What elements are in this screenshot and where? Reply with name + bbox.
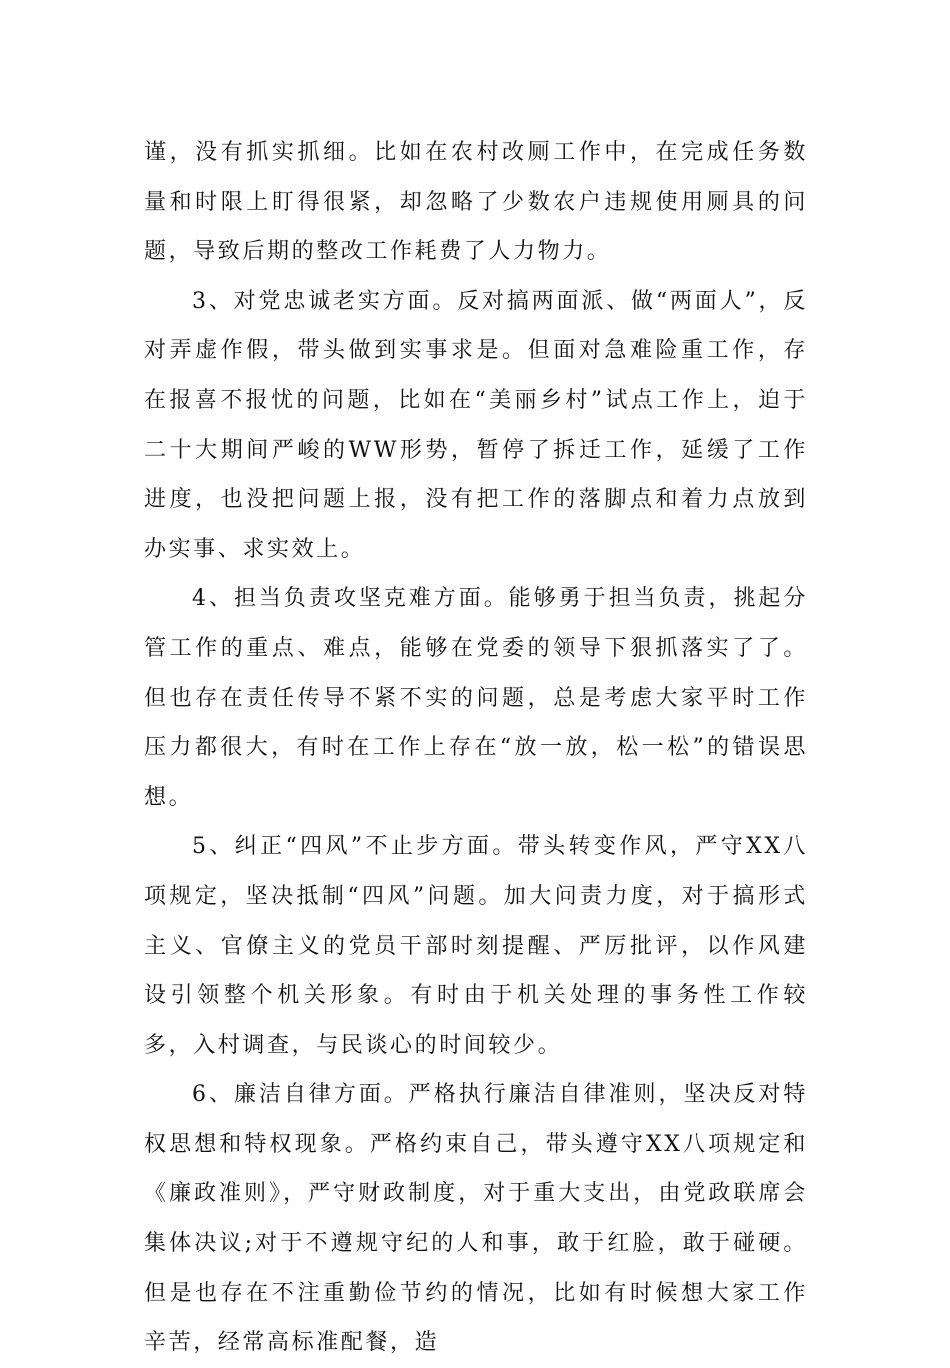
paragraph-item-4: 4、担当负责攻坚克难方面。能够勇于担当负责，挑起分管工作的重点、难点，能够在党委的领导下狠抓落实了了。但也存在责任传导不紧不实的问题，总是考虑大家平时工作压力都很大，有时在工作上存在“放一放，松一松”的错误思想。 <box>144 586 808 810</box>
paragraph-continuation: 谨，没有抓实抓细。比如在农村改厕工作中，在完成任务数量和时限上盯得很紧，却忽略了少数农户违规使用厕具的问题，导致后期的整改工作耗费了人力物力。 <box>144 140 808 265</box>
document-body <box>144 128 808 1368</box>
paragraph-item-5: 5、纠正“四风”不止步方面。带头转变作风，严守XX八项规定，坚决抵制“四风”问题。加大问责力度，对于搞形式主义、官僚主义的党员干部时刻提醒、严厉批评，以作风建设引领整个机关形象。有时由于机关处理的事务性工作较多，入村调查，与民谈心的时间较少。 <box>144 834 808 1058</box>
paragraph-item-6: 6、廉洁自律方面。严格执行廉洁自律准则，坚决反对特权思想和特权现象。严格约束自己，带头遵守XX八项规定和《廉政准则》，严守财政制度，对于重大支出，由党政联席会集体决议;对于不遵规守纪的人和事，敢于红脸，敢于碰硬。但是也存在不注重勤俭节约的情况，比如有时候想大家工作辛苦，经常高标准配餐，造 <box>144 1082 808 1356</box>
paragraph-item-3: 3、对党忠诚老实方面。反对搞两面派、做“两面人”，反对弄虚作假，带头做到实事求是。但面对急难险重工作，存在报喜不报忧的问题，比如在“美丽乡村”试点工作上，迫于二十大期间严峻的WW形势，暂停了拆迁工作，延缓了工作进度，也没把问题上报，没有把工作的落脚点和着力点放到办实事、求实效上。 <box>144 288 808 562</box>
